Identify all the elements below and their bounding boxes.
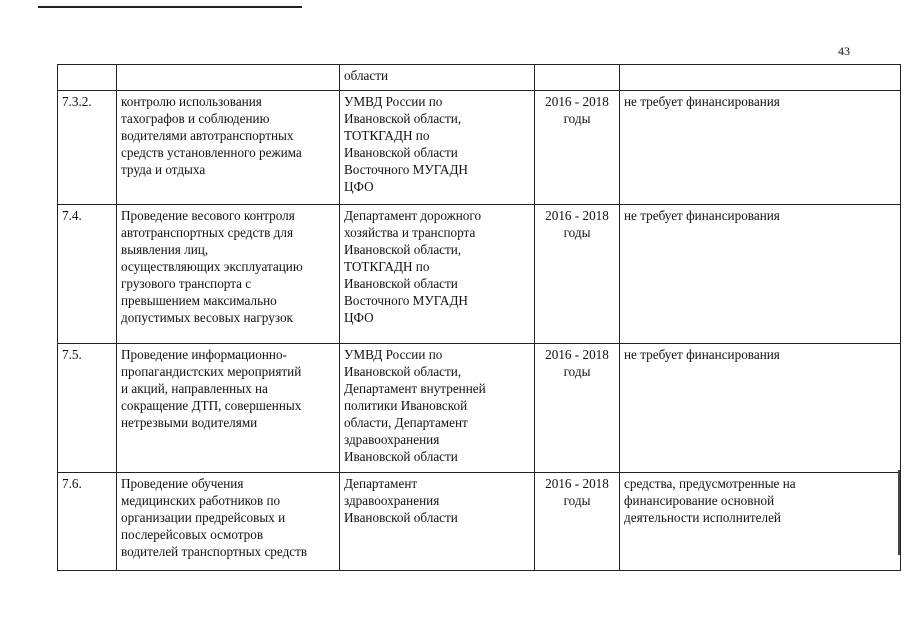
- funding-cell: [620, 65, 901, 91]
- table-row: [58, 205, 901, 344]
- period-cell: 2016 - 2018 годы: [535, 205, 620, 344]
- row-number: [58, 65, 117, 91]
- period-cell: 2016 - 2018 годы: [535, 91, 620, 205]
- scan-edge-mark: [898, 470, 900, 555]
- table-row: [58, 91, 901, 205]
- measure-cell: Проведение обучения медицинских работников по организации предрейсовых и послерейсовых осмотров водителей транспортных средств: [117, 473, 340, 571]
- page-number: 43: [838, 44, 850, 58]
- funding-cell: не требует финансирования: [620, 344, 901, 473]
- funding-cell: не требует финансирования: [620, 91, 901, 205]
- row-number: 7.3.2.: [58, 91, 117, 205]
- row-number: 7.5.: [58, 344, 117, 473]
- measure-cell: [117, 65, 340, 91]
- measure-cell: Проведение весового контроля автотранспортных средств для выявления лиц, осуществляющих эксплуатацию грузового транспорта с превышением максимально допустимых весовых нагрузок: [117, 205, 340, 344]
- period-cell: 2016 - 2018 годы: [535, 473, 620, 571]
- table-row: [58, 344, 901, 473]
- row-number: 7.6.: [58, 473, 117, 571]
- funding-cell: средства, предусмотренные на финансирование основной деятельности исполнителей: [620, 473, 901, 571]
- executor-cell: Департамент здравоохранения Ивановской области: [340, 473, 535, 571]
- table-row: [58, 473, 901, 571]
- executor-cell: УМВД России по Ивановской области, Департамент внутренней политики Ивановской области, Департамент здравоохранения Ивановской области: [340, 344, 535, 473]
- activity-table: [57, 64, 901, 571]
- header-rule: [38, 6, 302, 8]
- executor-cell: области: [340, 65, 535, 91]
- executor-cell: УМВД России по Ивановской области, ТОТКГАДН по Ивановской области Восточного МУГАДН ЦФО: [340, 91, 535, 205]
- table-row: [58, 65, 901, 91]
- row-number: 7.4.: [58, 205, 117, 344]
- measure-cell: Проведение информационно- пропагандистских мероприятий и акций, направленных на сокращение ДТП, совершенных нетрезвыми водителями: [117, 344, 340, 473]
- measure-cell: контролю использования тахографов и соблюдению водителями автотранспортных средств установленного режима труда и отдыха: [117, 91, 340, 205]
- funding-cell: не требует финансирования: [620, 205, 901, 344]
- period-cell: [535, 65, 620, 91]
- period-cell: 2016 - 2018 годы: [535, 344, 620, 473]
- executor-cell: Департамент дорожного хозяйства и транспорта Ивановской области, ТОТКГАДН по Ивановской области Восточного МУГАДН ЦФО: [340, 205, 535, 344]
